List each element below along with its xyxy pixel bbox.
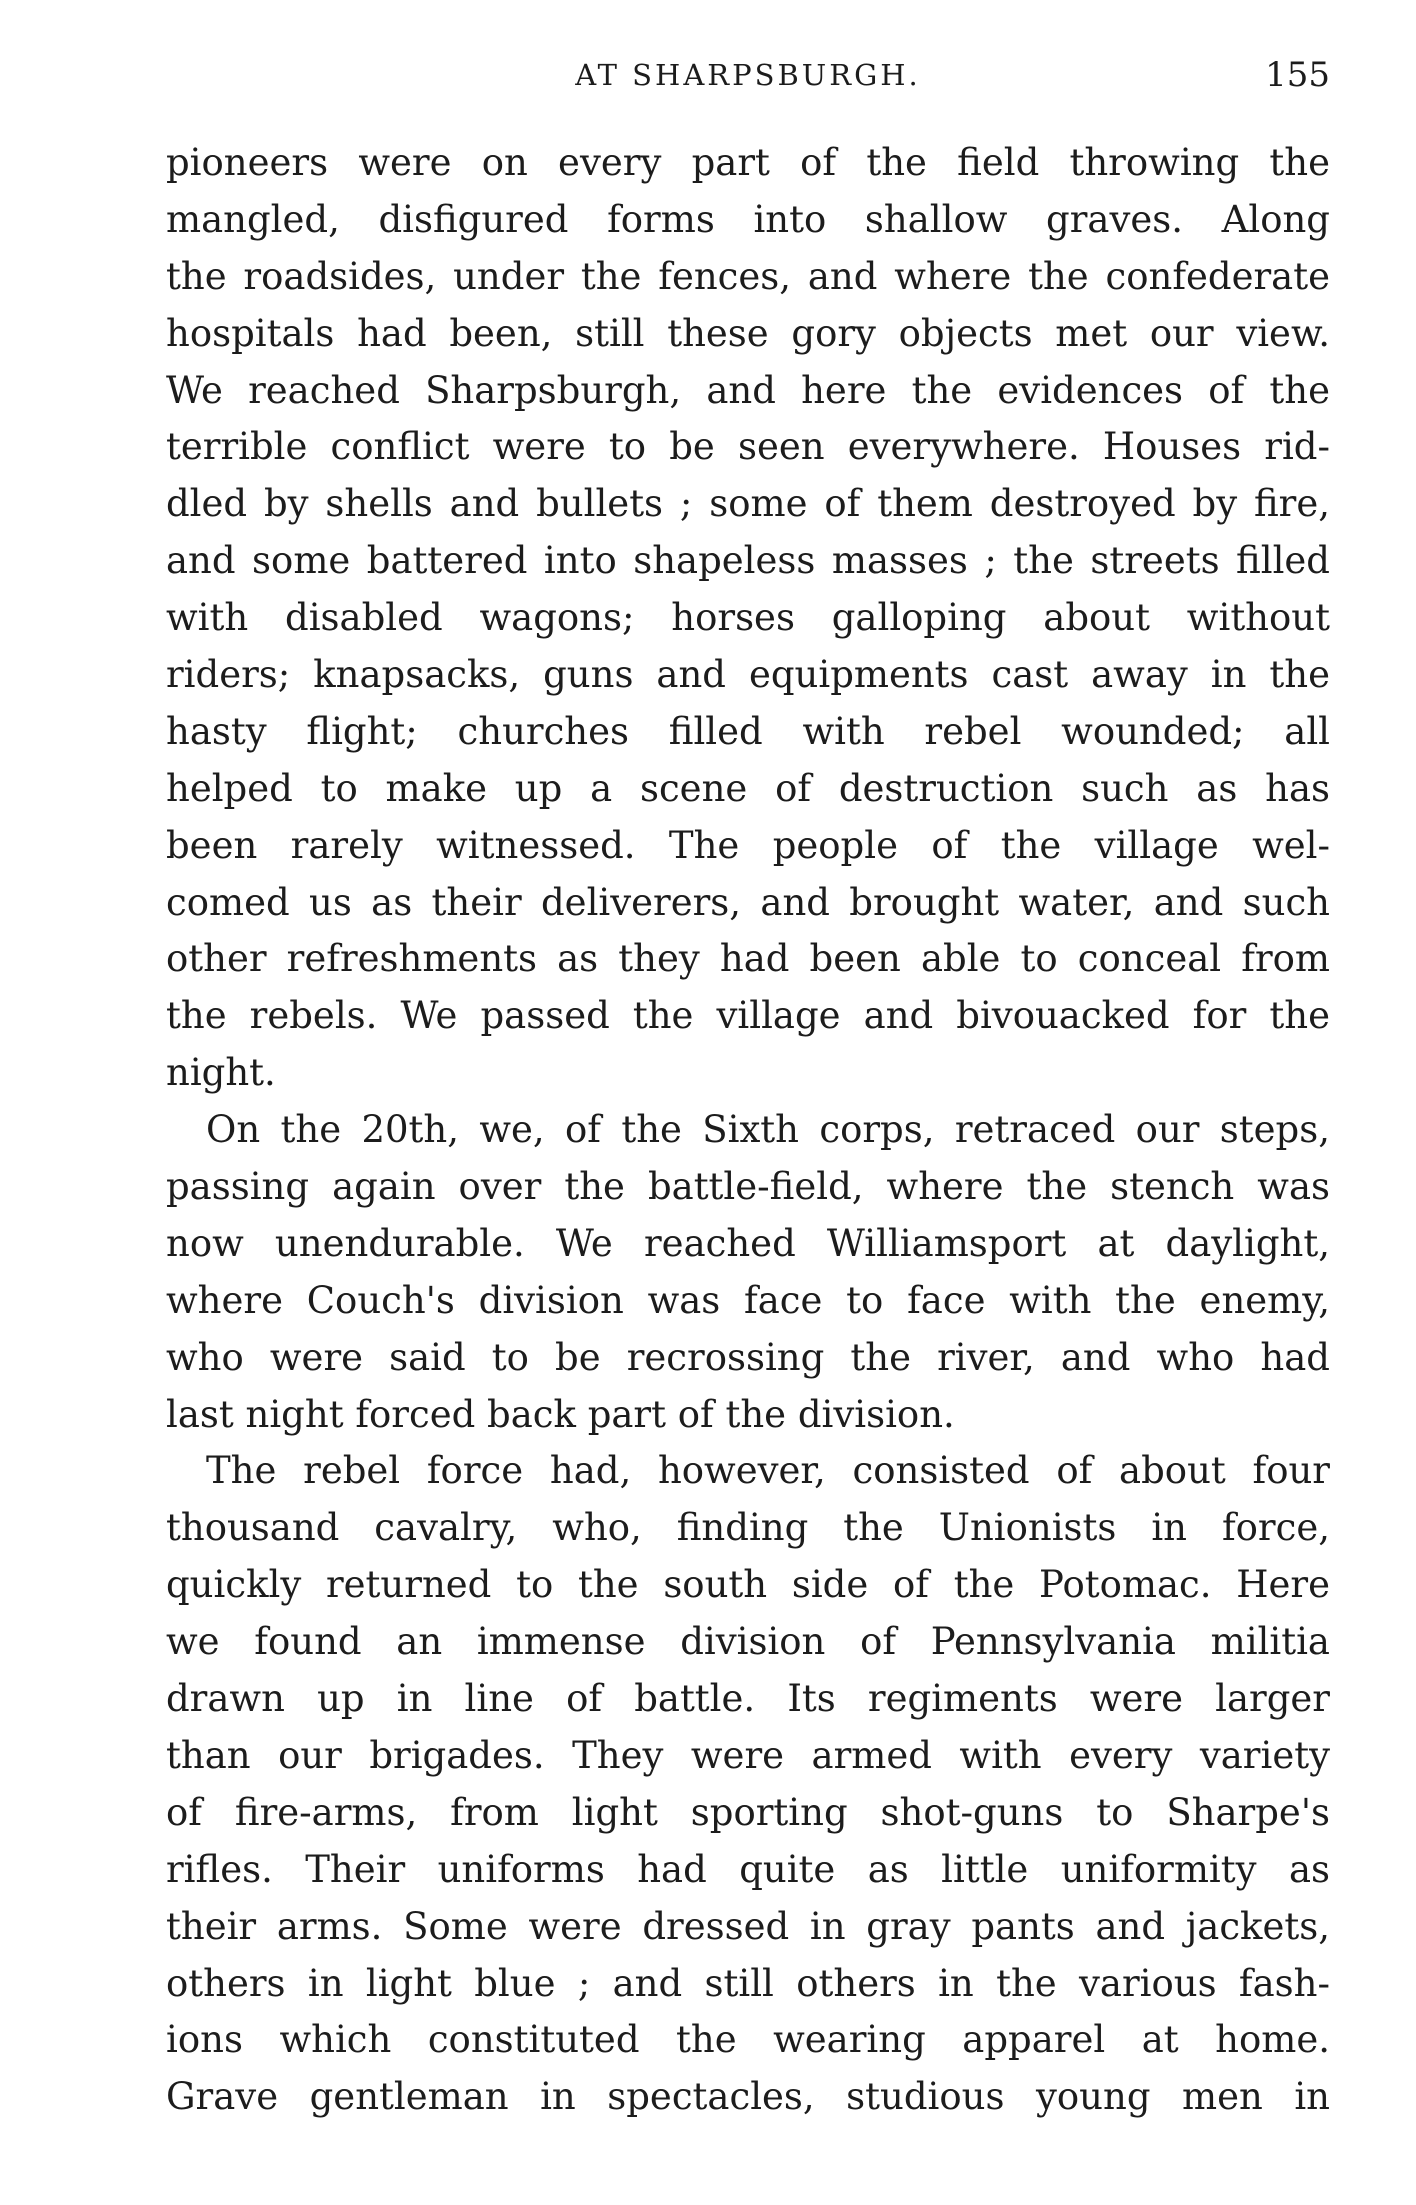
text-line: last night forced back part of the division.	[166, 1392, 955, 1436]
paragraph	[166, 1443, 1330, 2126]
text-line: dled by shells and bullets ; some of them destroyed by fire,	[166, 482, 1330, 526]
text-line: rifles. Their uniforms had quite as little uniformity as	[166, 1847, 1330, 1891]
text-line: quickly returned to the south side of the Potomac. Here	[166, 1563, 1330, 1607]
text-line: helped to make up a scene of destruction such as has	[166, 766, 1330, 810]
text-line: hospitals had been, still these gory objects met our view.	[166, 311, 1330, 355]
text-line: who were said to be recrossing the river, and who had	[166, 1335, 1330, 1379]
text-line: ions which constituted the wearing apparel at home.	[166, 2018, 1330, 2062]
text-line: other refreshments as they had been able to conceal from	[166, 937, 1330, 981]
text-line: thousand cavalry, who, finding the Unionists in force,	[166, 1506, 1330, 1550]
text-line: night.	[166, 1051, 276, 1095]
paragraph	[166, 1102, 1330, 1443]
text-line: drawn up in line of battle. Its regiments were larger	[166, 1677, 1330, 1721]
running-head	[166, 50, 1330, 100]
text-line: Grave gentleman in spectacles, studious young men in	[166, 2075, 1330, 2119]
text-line: mangled, disfigured forms into shallow graves. Along	[166, 197, 1330, 241]
text-line: We reached Sharpsburgh, and here the evidences of the	[166, 368, 1330, 412]
text-line: and some battered into shapeless masses ; the streets filled	[166, 539, 1330, 583]
text-line: now unendurable. We reached Williamsport at daylight,	[166, 1221, 1330, 1265]
text-line: pioneers were on every part of the field throwing the	[166, 141, 1330, 184]
text-line: passing again over the battle-field, where the stench was	[166, 1165, 1330, 1209]
text-line: the rebels. We passed the village and bivouacked for the	[166, 994, 1330, 1038]
text-line: hasty flight; churches filled with rebel wounded; all	[166, 709, 1330, 753]
text-line: been rarely witnessed. The people of the village wel-	[166, 823, 1330, 867]
text-line: than our brigades. They were armed with every variety	[166, 1733, 1330, 1777]
text-line: their arms. Some were dressed in gray pants and jackets,	[166, 1904, 1330, 1948]
text-line: The rebel force had, however, consisted of about four	[206, 1449, 1330, 1493]
page-number: 155	[1265, 55, 1330, 95]
text-line: with disabled wagons; horses galloping about without	[166, 596, 1330, 640]
text-line: of fire-arms, from light sporting shot-guns to Sharpe's	[166, 1790, 1330, 1834]
text-line: On the 20th, we, of the Sixth corps, retraced our steps,	[206, 1108, 1330, 1152]
body-text	[166, 135, 1330, 2126]
running-title: AT SHARPSBURGH.	[575, 58, 921, 92]
text-line: comed us as their deliverers, and brought water, and such	[166, 880, 1330, 924]
text-line: others in light blue ; and still others in the various fash-	[166, 1961, 1330, 2005]
text-line: where Couch's division was face to face with the enemy,	[166, 1278, 1330, 1322]
text-line: riders; knapsacks, guns and equipments cast away in the	[166, 653, 1330, 697]
text-line: we found an immense division of Pennsylvania militia	[166, 1620, 1330, 1664]
paragraph	[166, 135, 1330, 1102]
text-line: terrible conflict were to be seen everywhere. Houses rid-	[166, 425, 1330, 469]
text-line: the roadsides, under the fences, and where the confederate	[166, 254, 1330, 298]
